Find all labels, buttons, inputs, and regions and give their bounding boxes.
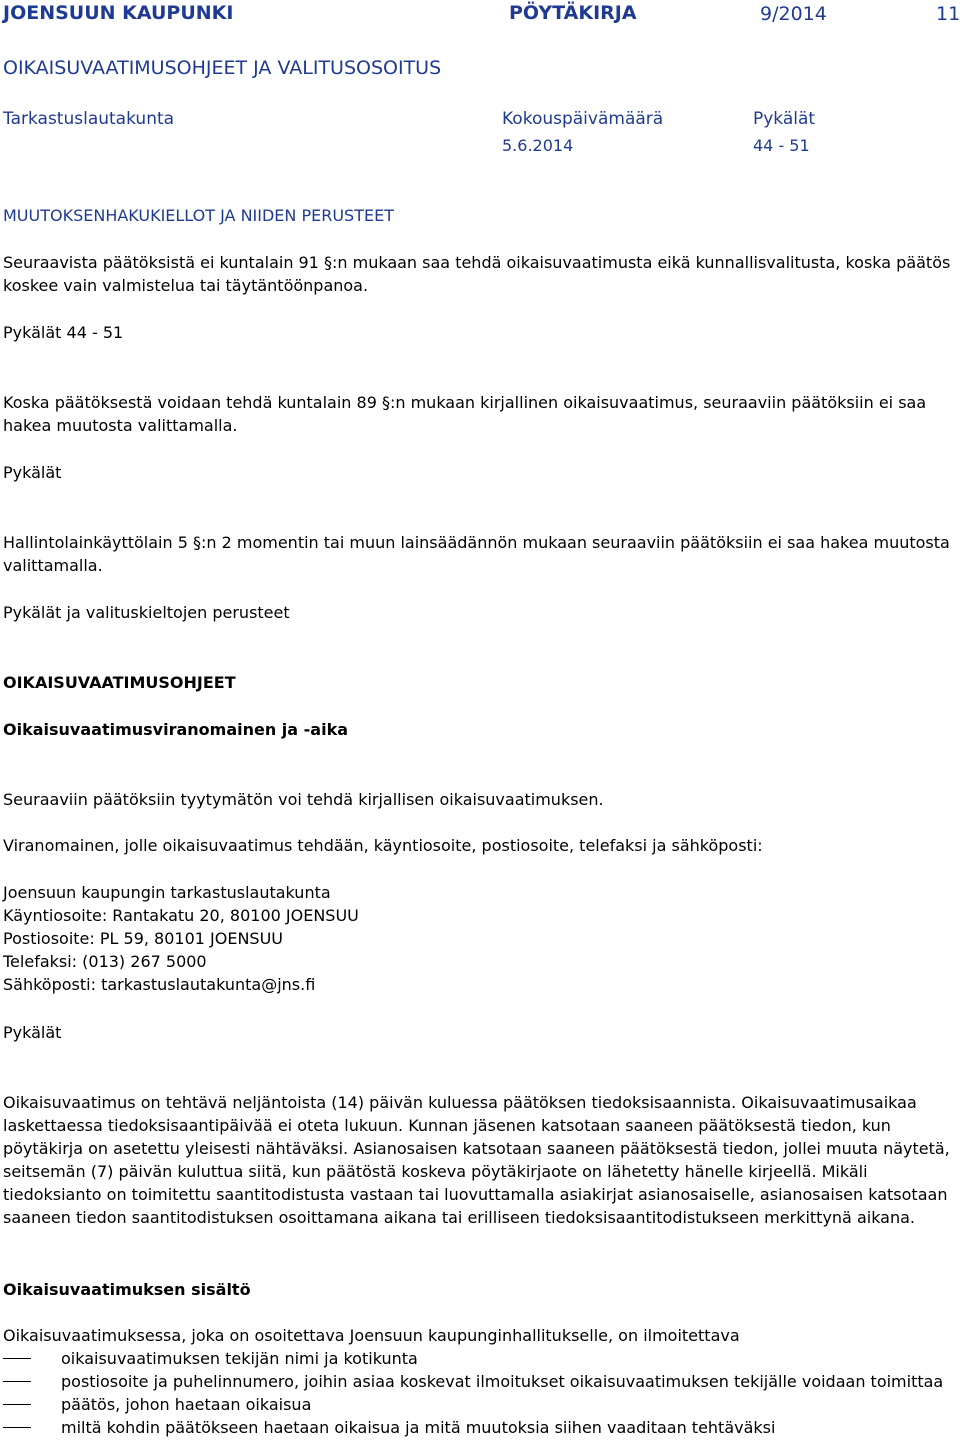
instructions-heading: OIKAISUVAATIMUSOHJEET — [3, 673, 236, 692]
address-line: Käyntiosoite: Rantakatu 20, 80100 JOENSUU — [3, 906, 359, 925]
document-number: 9/2014 — [760, 3, 827, 25]
page-number: 11 — [936, 3, 960, 25]
address-line: Postiosoite: PL 59, 80101 JOENSUU — [3, 929, 284, 948]
sections-value: 44 - 51 — [753, 136, 810, 155]
authority-address — [3, 881, 958, 996]
address-line: Joensuun kaupungin tarkastuslautakunta — [3, 883, 331, 902]
page-title: OIKAISUVAATIMUSOHJEET JA VALITUSOSOITUS — [3, 57, 442, 79]
dash-bullet — [3, 1427, 31, 1428]
content-heading: Oikaisuvaatimuksen sisältö — [3, 1280, 251, 1299]
list-item: oikaisuvaatimuksen tekijän nimi ja kotikunta — [3, 1347, 953, 1370]
sections-label: Pykälät — [753, 109, 816, 129]
restrictions-sections-3: Pykälät ja valituskieltojen perusteet — [3, 603, 290, 622]
restrictions-paragraph-1: Seuraavista päätöksistä ei kuntalain 91 §:n mukaan saa tehdä oikaisuvaatimusta eikä kunnallisvalitusta, koska päätös koskee vain valmistelua tai täytäntöönpanoa. — [3, 253, 951, 295]
address-line: Sähköposti: tarkastuslautakunta@jns.fi — [3, 975, 316, 994]
content-requirements-list — [3, 1347, 953, 1439]
instructions-sections: Pykälät — [3, 1023, 62, 1042]
instructions-paragraph-1: Seuraaviin päätöksiin tyytymätön voi tehdä kirjallisen oikaisuvaatimuksen. — [3, 790, 604, 809]
dash-bullet — [3, 1381, 31, 1382]
address-line: Telefaksi: (013) 267 5000 — [3, 952, 207, 971]
meeting-body: Tarkastuslautakunta — [3, 109, 175, 129]
restrictions-sections-2: Pykälät — [3, 463, 62, 482]
dash-bullet — [3, 1358, 31, 1359]
content-intro: Oikaisuvaatimuksessa, joka on osoitettava Joensuun kaupunginhallitukselle, on ilmoitettava — [3, 1326, 740, 1345]
dash-bullet — [3, 1404, 31, 1405]
meeting-date-value: 5.6.2014 — [502, 136, 574, 155]
list-item: päätös, johon haetaan oikaisua — [3, 1393, 953, 1416]
instructions-paragraph-2: Viranomainen, jolle oikaisuvaatimus tehdään, käyntiosoite, postiosoite, telefaksi ja sähköposti: — [3, 836, 763, 855]
organization-name: JOENSUUN KAUPUNKI — [3, 2, 234, 24]
deadline-paragraph: Oikaisuvaatimus on tehtävä neljäntoista (14) päivän kuluessa päätöksen tiedoksisaannista. Oikaisuvaatimusaikaa laskettaessa tiedoksisaantipäivää ei oteta lukuun. Kunnan jäsenen katsotaan saaneen päätöksestä tiedon, kun pöytäkirja on asetettu yleisesti nähtäväksi. Asianosaisen katsotaan saaneen päätöksestä tiedon, jollei muuta näytetä, seitsemän (7) päivän kuluttua siitä, kun päätöstä koskeva pöytäkirjaote on lähetetty hänelle kirjeellä. Mikäli tiedoksianto on toimitettu saantitodistusta vastaan tai luovuttamalla asiakirjat asianosaiselle, asianosaisen katsotaan saaneen tiedon saantitodistuksen osoittamana aikana tai erilliseen tiedoksisaantitodistukseen merkittynä aikana. — [3, 1093, 950, 1227]
restrictions-paragraph-2: Koska päätöksestä voidaan tehdä kuntalain 89 §:n mukaan kirjallinen oikaisuvaatimus, seuraaviin päätöksiin ei saa hakea muutosta valittamalla. — [3, 393, 927, 435]
restrictions-sections-1: Pykälät 44 - 51 — [3, 323, 124, 342]
restrictions-heading: MUUTOKSENHAKUKIELLOT JA NIIDEN PERUSTEET — [3, 206, 394, 225]
document-type: PÖYTÄKIRJA — [509, 2, 637, 24]
list-item: miltä kohdin päätökseen haetaan oikaisua ja mitä muutoksia siihen vaaditaan tehtäväksi — [3, 1416, 953, 1439]
instructions-subheading: Oikaisuvaatimusviranomainen ja -aika — [3, 720, 349, 739]
list-item: postiosoite ja puhelinnumero, joihin asiaa koskevat ilmoitukset oikaisuvaatimuksen tekijälle voidaan toimittaa — [3, 1370, 953, 1393]
meeting-date-label: Kokouspäivämäärä — [502, 109, 664, 129]
restrictions-paragraph-3: Hallintolainkäyttölain 5 §:n 2 momentin tai muun lainsäädännön mukaan seuraaviin päätöksiin ei saa hakea muutosta valittamalla. — [3, 533, 950, 575]
